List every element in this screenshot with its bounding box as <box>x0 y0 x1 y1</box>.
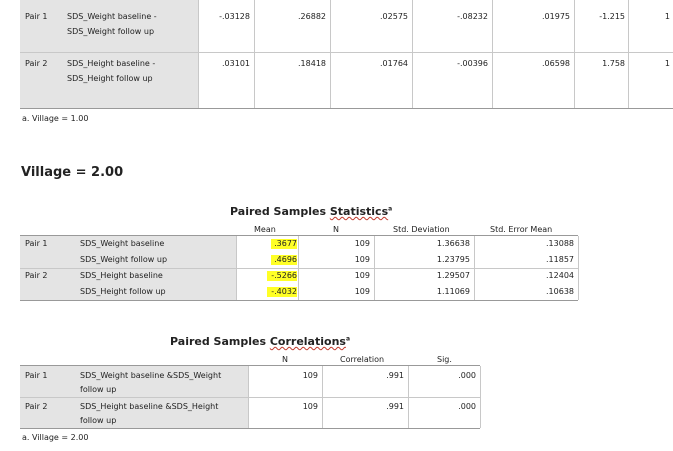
column-header-correlation: Correlation <box>340 355 385 364</box>
mean-value: -.4032 <box>267 287 297 297</box>
column-header-std-deviation: Std. Deviation <box>393 225 450 234</box>
std-error-value: .12404 <box>546 271 574 280</box>
mean-value: .03101 <box>222 59 250 68</box>
table-title <box>230 205 392 218</box>
ci-lower-value: -.08232 <box>457 12 488 21</box>
pair-label: Pair 1 <box>25 12 48 21</box>
std-deviation-value: 1.23795 <box>436 255 470 264</box>
table-title-text: Paired Samples Correlations <box>170 335 346 348</box>
spellcheck-word: Correlations <box>269 335 346 348</box>
ci-upper-value: .06598 <box>542 59 570 68</box>
spellcheck-word: Statistics <box>329 205 389 218</box>
sig-value: .000 <box>458 402 476 411</box>
std-deviation-value: .26882 <box>298 12 326 21</box>
column-header-std-error-mean: Std. Error Mean <box>490 225 553 234</box>
std-deviation-value: 1.29507 <box>436 271 470 280</box>
std-deviation-value: 1.36638 <box>436 239 470 248</box>
n-value: 109 <box>302 402 318 411</box>
correlation-value: .991 <box>386 371 404 380</box>
correlation-value: .991 <box>386 402 404 411</box>
row-label: SDS_Weight baseline <box>80 239 165 248</box>
ci-lower-value: -.00396 <box>457 59 488 68</box>
column-header-sig: Sig. <box>437 355 452 364</box>
ci-upper-value: .01975 <box>542 12 570 21</box>
pair-label: Pair 2 <box>25 271 48 280</box>
row-label: SDS_Height baseline <box>80 271 163 280</box>
row-label: follow up <box>80 416 117 425</box>
std-error-value: .11857 <box>546 255 574 264</box>
row-label: SDS_Height baseline &SDS_Height <box>80 402 219 411</box>
row-label: SDS_Weight baseline &SDS_Weight <box>80 371 222 380</box>
pair-label: Pair 1 <box>25 371 48 380</box>
row-label: SDS_Height follow up <box>80 287 166 296</box>
column-header-n: N <box>333 225 339 234</box>
row-label: follow up <box>80 385 117 394</box>
df-value: 1 <box>664 59 670 68</box>
pair-label: Pair 2 <box>25 402 48 411</box>
table-footnote: a. Village = 2.00 <box>22 433 89 442</box>
table-title <box>170 335 350 348</box>
std-error-value: .10638 <box>546 287 574 296</box>
title-superscript: a <box>388 205 393 213</box>
n-value: 109 <box>302 371 318 380</box>
title-superscript: a <box>345 335 351 343</box>
t-value: 1.758 <box>602 59 625 68</box>
std-deviation-value: 1.11069 <box>436 287 470 296</box>
row-label: SDS_Height baseline - <box>67 59 156 68</box>
n-value: 109 <box>354 287 370 296</box>
row-label: SDS_Weight follow up <box>80 255 168 264</box>
mean-value: -.03128 <box>219 12 250 21</box>
row-label: SDS_Height follow up <box>67 74 153 83</box>
n-value: 109 <box>354 255 370 264</box>
n-value: 109 <box>354 239 370 248</box>
pair-label: Pair 1 <box>25 239 48 248</box>
t-value: -1.215 <box>599 12 625 21</box>
row-label: SDS_Weight follow up <box>67 27 155 36</box>
table-footnote: a. Village = 1.00 <box>22 114 89 123</box>
mean-value: -.5266 <box>267 271 297 281</box>
n-value: 109 <box>354 271 370 280</box>
column-header-n: N <box>282 355 288 364</box>
std-deviation-value: .18418 <box>298 59 326 68</box>
row-label: SDS_Weight baseline - <box>67 12 157 21</box>
section-title: Village = 2.00 <box>21 165 124 180</box>
mean-value: .4696 <box>271 255 297 265</box>
std-error-value: .02575 <box>380 12 408 21</box>
std-error-value: .13088 <box>546 239 574 248</box>
column-header-mean: Mean <box>254 225 276 234</box>
std-error-value: .01764 <box>380 59 408 68</box>
df-value: 1 <box>664 12 670 21</box>
table-title-text: Paired Samples Statistics <box>230 205 389 218</box>
pair-label: Pair 2 <box>25 59 48 68</box>
mean-value: .3677 <box>271 239 297 249</box>
sig-value: .000 <box>458 371 476 380</box>
